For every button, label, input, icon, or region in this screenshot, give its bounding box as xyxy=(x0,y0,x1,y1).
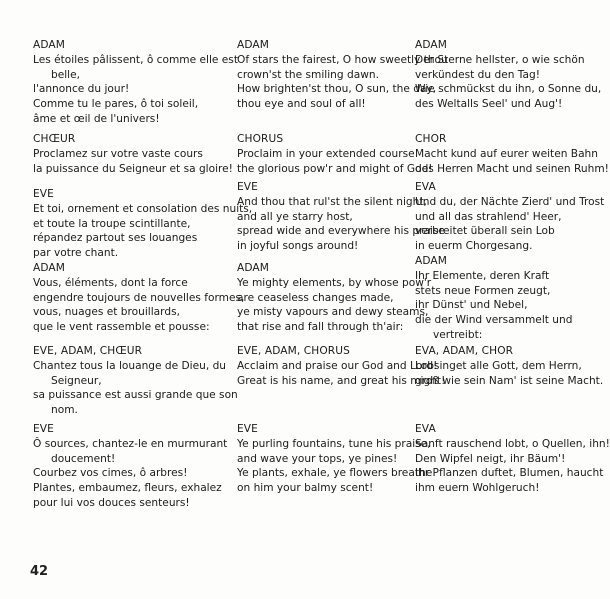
verse-line: Wie schmückst du ihn, o Sonne du, xyxy=(415,83,602,96)
speaker-name: EVE, ADAM, CHORUS xyxy=(237,345,350,357)
verse-line: l'annonce du jour! xyxy=(33,83,130,96)
verse-block xyxy=(33,132,233,176)
verse-line: in euerm Chorgesang. xyxy=(415,240,533,253)
verse-line: Great is his name, and great his might! xyxy=(237,374,446,387)
verse-line: et toute la troupe scintillante, xyxy=(33,217,191,230)
verse-line: Plantes, embaumez, fleurs, exhalez xyxy=(33,482,222,495)
verse-line: and wave your tops, ye pines! xyxy=(237,452,398,465)
speaker-name: ADAM xyxy=(33,262,66,274)
speaker-name: EVE xyxy=(33,423,54,435)
verse-block xyxy=(415,344,604,388)
verse-block xyxy=(415,180,605,254)
verse-line: in joyful songs around! xyxy=(237,240,359,253)
verse-line: belle, xyxy=(51,68,81,81)
verse-line: that rise and fall through th'air: xyxy=(237,321,404,334)
verse-line: Vous, éléments, dont la force xyxy=(33,276,188,289)
verse-block xyxy=(33,187,253,261)
speaker-name: ADAM xyxy=(415,39,448,51)
speaker-name: EVA xyxy=(415,181,436,193)
verse-line: Of stars the fairest, O how sweetly thou xyxy=(237,53,448,66)
verse-line: Acclaim and praise our God and Lord! xyxy=(237,359,438,372)
speaker-name: ADAM xyxy=(415,255,448,267)
verse-line: crown'st the smiling dawn. xyxy=(237,68,379,81)
verse-line: doucement! xyxy=(51,452,116,465)
verse-line: ye misty vapours and dewy steams, xyxy=(237,306,429,319)
speaker-name: EVE xyxy=(237,181,258,193)
speaker-name: EVA xyxy=(415,423,436,435)
verse-line: Proclamez sur votre vaste cours xyxy=(33,147,203,160)
verse-line: the glorious pow'r and might of God! xyxy=(237,162,433,175)
speaker-name: EVA, ADAM, CHOR xyxy=(415,345,514,357)
verse-line: Les étoiles pâlissent, ô comme elle est xyxy=(33,53,238,66)
verse-line: Seigneur, xyxy=(51,374,102,387)
verse-line: des Weltalls Seel' und Aug'! xyxy=(415,98,563,111)
verse-line: ihr Dünst' und Nebel, xyxy=(415,299,528,312)
verse-line: Ihr Pflanzen duftet, Blumen, haucht xyxy=(415,467,604,480)
verse-line: And thou that rul'st the silent night, xyxy=(237,195,427,208)
speaker-name: ADAM xyxy=(33,39,66,51)
verse-block xyxy=(237,132,433,176)
verse-block xyxy=(237,261,432,335)
verse-block xyxy=(415,422,610,496)
verse-line: Chantez tous la louange de Dieu, du xyxy=(33,359,227,372)
verse-line: stets neue Formen zeugt, xyxy=(415,284,551,297)
verse-line: Macht kund auf eurer weiten Bahn xyxy=(415,147,598,160)
verse-line: que le vent rassemble et pousse: xyxy=(33,321,210,334)
verse-line: vous, nuages et brouillards, xyxy=(33,306,180,319)
verse-line: verbreitet überall sein Lob xyxy=(415,225,555,238)
verse-block xyxy=(415,38,602,112)
page-number: 42 xyxy=(30,564,49,579)
verse-line: Der Sterne hellster, o wie schön xyxy=(415,53,585,66)
speaker-name: CHORUS xyxy=(237,133,284,145)
verse-line: on him your balmy scent! xyxy=(237,482,374,495)
verse-block xyxy=(237,344,446,388)
verse-line: pour lui vos douces senteurs! xyxy=(33,496,190,509)
verse-line: Ô sources, chantez-le en murmurant xyxy=(33,437,228,450)
verse-line: Lobsinget alle Gott, dem Herrn, xyxy=(415,359,582,372)
verse-block xyxy=(33,344,238,418)
verse-line: die der Wind versammelt und xyxy=(415,314,573,327)
verse-line: und all das strahlend' Heer, xyxy=(415,210,562,223)
verse-line: Ihr Elemente, deren Kraft xyxy=(415,269,550,282)
verse-line: Und du, der Nächte Zierd' und Trost xyxy=(415,195,605,208)
verse-line: Comme tu le pares, ô toi soleil, xyxy=(33,98,199,111)
verse-line: Courbez vos cimes, ô arbres! xyxy=(33,467,188,480)
verse-block xyxy=(33,422,228,511)
verse-line: engendre toujours de nouvelles formes, xyxy=(33,291,245,304)
speaker-name: EVE, ADAM, CHŒUR xyxy=(33,345,143,357)
speaker-name: EVE xyxy=(33,188,54,200)
verse-line: Proclaim in your extended course xyxy=(237,147,415,160)
speaker-name: CHŒUR xyxy=(33,133,76,145)
verse-line: la puissance du Seigneur et sa gloire! xyxy=(33,162,233,175)
verse-line: Ye mighty elements, by whose pow'r xyxy=(237,276,432,289)
verse-line: Ye plants, exhale, ye flowers breathe xyxy=(237,467,433,480)
verse-line: répandez partout ses louanges xyxy=(33,232,198,245)
verse-line: thou eye and soul of all! xyxy=(237,98,366,111)
verse-line: Ye purling fountains, tune his praise, xyxy=(237,437,431,450)
verse-block xyxy=(33,38,238,127)
verse-line: groß wie sein Nam' ist seine Macht. xyxy=(415,374,604,387)
verse-block xyxy=(237,38,448,112)
verse-line: spread wide and everywhere his praise xyxy=(237,225,445,238)
verse-line: Den Wipfel neigt, ihr Bäum'! xyxy=(415,452,566,465)
verse-line: nom. xyxy=(51,404,78,417)
verse-line: par votre chant. xyxy=(33,247,119,260)
verse-line: des Herren Macht und seinen Ruhm! xyxy=(415,162,609,175)
verse-block xyxy=(33,261,245,335)
verse-line: Sanft rauschend lobt, o Quellen, ihn! xyxy=(415,437,610,450)
verse-line: sa puissance est aussi grande que son xyxy=(33,389,238,402)
verse-line: âme et œil de l'univers! xyxy=(33,112,160,125)
verse-line: vertreibt: xyxy=(433,328,483,341)
verse-line: Et toi, ornement et consolation des nuits, xyxy=(33,202,253,215)
verse-block xyxy=(415,254,587,343)
verse-line: verkündest du den Tag! xyxy=(415,68,540,81)
verse-line: and all ye starry host, xyxy=(237,210,353,223)
speaker-name: ADAM xyxy=(237,262,270,274)
verse-block xyxy=(415,132,609,176)
speaker-name: ADAM xyxy=(237,39,270,51)
speaker-name: EVE xyxy=(237,423,258,435)
verse-line: are ceaseless changes made, xyxy=(237,291,394,304)
verse-line: ihm euern Wohlgeruch! xyxy=(415,482,540,495)
speaker-name: CHOR xyxy=(415,133,447,145)
verse-line: How brighten'st thou, O sun, the day, xyxy=(237,83,437,96)
